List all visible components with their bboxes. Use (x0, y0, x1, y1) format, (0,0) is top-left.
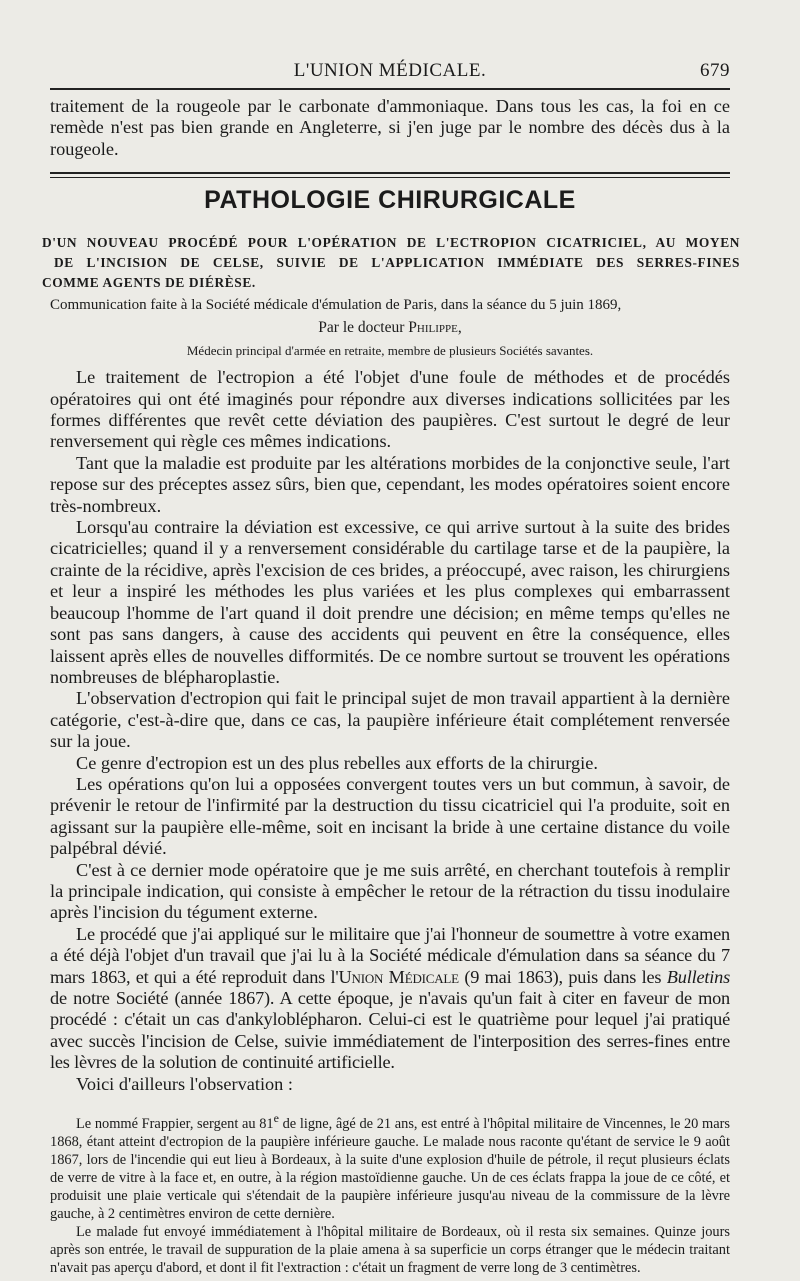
article-title-line-2: DE L'INCISION DE CELSE, SUIVIE DE L'APPLICATION IMMÉDIATE DES SERRES-FINES (54, 255, 740, 271)
paragraph-8-part-1: Le procédé que j'ai appliqué sur le militaire que j'ai l'honneur de soumettre à votre examen a été déjà l'objet d'un travail que j'ai lu à la Société médicale d'émulation dans sa séance du 7 mars 1863, et qui a été reproduit dans l' (50, 923, 730, 987)
observation-part-1: Le nommé Frappier, sergent au 81 (76, 1115, 274, 1132)
body-paragraph-7: C'est à ce dernier mode opératoire que je me suis arrêté, en cherchant toutefois à remplir la principale indication, qui consiste à empêcher le retour de la rétraction du tissu inodulaire après l'incision du tégument externe. (50, 859, 730, 923)
author-line (50, 319, 730, 337)
body-paragraph-2: Tant que la maladie est produite par les altérations morbides de la conjonctive seule, l'art repose sur des préceptes assez sûrs, bien que, cependant, les modes opératoires soient encore très-nombreux. (50, 452, 730, 516)
body-paragraph-3: Lorsqu'au contraire la déviation est excessive, ce qui arrive surtout à la suite des brides cicatricielles; quand il y a renversement considérable du cartilage tarse et de la paupière, la crainte de la récidive, après l'excision de ces brides, a préoccupé, avec raison, les chirurgiens et leur a inspiré les méthodes les plus variées et les plus complexes qui embarrassent beaucoup l'homme de l'art quand il doit prendre une décision; en même temps qu'elles ne sont pas sans dangers, à cause des accidents qui peuvent en être la conséquence, elles laissent après elles de nouvelles difformités. De ce nombre surtout se trouvent les opérations nombreuses de blépharoplastie. (50, 517, 730, 687)
body-paragraph-6: Les opérations qu'on lui a opposées convergent toutes vers un but commun, à savoir, de prévenir le retour de l'infirmité par la destruction du tissu cicatriciel qui l'a produite, soit en agissant sur la paupière elle-même, soit en incisant la bride à une certaine distance du voile palpébral dévié. (50, 773, 730, 859)
body-paragraph-1: Le traitement de l'ectropion a été l'objet d'une foule de méthodes et de procédés opératoires qui ont été imaginés pour répondre aux diverses indications sollicitées par les formes différentes que revêt cette déviation des paupières. C'est surtout le degré de leur renversement qui règle ces mêmes indications. (50, 367, 730, 452)
article-title-line-1: D'UN NOUVEAU PROCÉDÉ POUR L'OPÉRATION DE L'ECTROPION CICATRICIEL, AU MOYEN (42, 235, 740, 251)
observation-part-2: de ligne, âgé de 21 ans, est entré à l'hôpital militaire de Vincennes, le 20 mars 1868, étant atteint d'ectropion de la paupière inférieure gauche. Le malade nous raconte qu'étant de service le 9 août 1867, lors de l'incendie qui eut lieu à Bordeaux, à la suite d'une explosion d'huile de pétrole, il reçut plusieurs éclats de verre de vitre à la face et, en outre, à la région mastoïdienne gauche. Un de ces éclats frappa la joue de ce côté, et produisit une plaie verticale qui s'étendait de la paupière inférieure jusqu'au niveau de la commissure de la lèvre gauche, à 2 centimètres environ de cette dernière. (50, 1115, 730, 1222)
section-divider (50, 172, 730, 178)
observation-paragraph-1 (50, 1109, 730, 1223)
author-affiliation: Médecin principal d'armée en retraite, membre de plusieurs Sociétés savantes. (186, 343, 594, 359)
section-title: PATHOLOGIE CHIRURGICALE (204, 186, 576, 215)
body-paragraph-4: L'observation d'ectropion qui fait le principal sujet de mon travail appartient à la dernière catégorie, c'est-à-dire que, dans ce cas, la paupière inférieure était complétement renversée sur la joue. (50, 688, 730, 752)
observation-superscript: e (273, 1111, 279, 1126)
running-head (50, 58, 730, 88)
article-title (42, 233, 740, 293)
intro-paragraph: traitement de la rougeole par le carbonate d'ammoniaque. Dans tous les cas, la foi en ce remède n'est pas bien grande en Angleterre, si j'en juge par le nombre des décès dus à la rougeole. (50, 96, 730, 159)
header-rule (50, 88, 730, 90)
article-title-line-3: COMME AGENTS DE DIÉRÈSE. (42, 275, 256, 291)
observation-block (50, 1109, 730, 1277)
paragraph-8-part-3: de notre Société (année 1867). A cette époque, je n'avais qu'un fait à citer en faveur de mon procédé : c'était un cas d'ankyloblépharon. Celui-ci est le quatrième pour lequel j'ai pratiqué avec succès l'incision de Celse, suivie immédiatement de l'interposition des serres-fines entre les lèvres de la solution de continuité artificielle. (50, 988, 730, 1073)
page-content (42, 58, 740, 1277)
journal-name: Union Médicale (338, 966, 459, 987)
bulletins-title: Bulletins (666, 966, 730, 987)
body-paragraph-8 (50, 924, 730, 1074)
observation-paragraph-2: Le malade fut envoyé immédiatement à l'hôpital militaire de Bordeaux, où il resta six semaines. Quinze jours après son entrée, le travail de suppuration de la plaie amena à sa superficie un corps étranger que le médecin traitant n'avait pas aperçu d'abord, et dont il fit l'extraction : c'était un fragment de verre long de 3 centimètres. (50, 1223, 730, 1276)
author-prefix: Par le docteur (318, 319, 409, 337)
communication-note: Communication faite à la Société médicale d'émulation de Paris, dans la séance du 5 juin 1869, (50, 297, 622, 314)
page-number: 679 (700, 60, 730, 81)
author-suffix: , (457, 319, 462, 337)
paragraph-8-part-2: (9 mai 1863), puis dans les (458, 966, 667, 987)
body-paragraph-5: Ce genre d'ectropion est un des plus rebelles aux efforts de la chirurgie. (76, 752, 598, 773)
running-title: L'UNION MÉDICALE. (293, 60, 487, 81)
body-paragraph-9: Voici d'ailleurs l'observation : (76, 1073, 293, 1094)
author-name: Philippe (408, 319, 458, 337)
